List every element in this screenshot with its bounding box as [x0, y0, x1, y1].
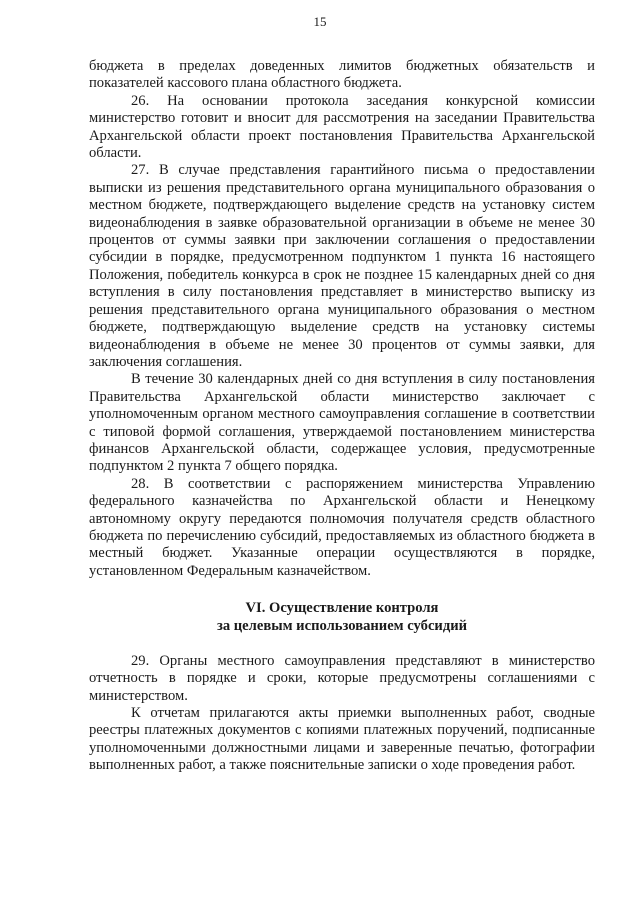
paragraph-26: 26. На основании протокола заседания конкурсной комиссии министерство готовит и вносит для рассмотрения на заседании Правительства Архангельской области проект постановления Правительства Архангельской области. [89, 92, 595, 162]
section-heading-line-2: за целевым использованием субсидий [216, 617, 468, 634]
section-heading-line-1: VI. Осуществление контроля [245, 600, 439, 617]
paragraph-27: 27. В случае представления гарантийного письма о предоставлении выписки из решения представительного органа муниципального образования о местном бюджете, подтверждающего выделение средств на установку систем видеонаблюдения в заявке образовательной организации в объеме не менее 30 процентов от суммы заявки при заключении соглашения о предоставлении субсидии в порядке, предусмотренном подпунктом 1 пункта 16 настоящего Положения, победитель конкурса в срок не позднее 15 календарных дней со дня вступления в силу постановления представляет в министерство выписку из решения представительного органа муниципального образования о местном бюджете, подтверждающую выделение средств на установку системы видеонаблюдения в объеме не менее 30 процентов от суммы заявки, для заключения соглашения. [89, 162, 595, 370]
document-body [89, 58, 595, 775]
section-heading [89, 600, 595, 636]
page-number: 15 [313, 14, 327, 29]
paragraph-budget-limits: бюджета в пределах доведенных лимитов бюджетных обязательств и показателей кассового плана областного бюджета. [89, 58, 595, 92]
paragraph-27-agreement: В течение 30 календарных дней со дня вступления в силу постановления Правительства Архангельской области министерство заключает с уполномоченным органом местного самоуправления соглашение в соответствии с типовой формой соглашения, утверждаемой постановлением министерства финансов Архангельской области, содержащее условия, предусмотренные подпунктом 2 пункта 7 общего порядка. [89, 371, 595, 475]
paragraph-29-reports: К отчетам прилагаются акты приемки выполненных работ, сводные реестры платежных документов с копиями платежных поручений, подписанные уполномоченными должностными лицами и заверенные печатью, фотографии выполненных работ, а также пояснительные записки о ходе проведения работ. [89, 705, 595, 774]
paragraph-28: 28. В соответствии с распоряжением министерства Управлению федерального казначейства по Архангельской области и Ненецкому автономному округу передаются полномочия получателя средств областного бюджета по перечислению субсидий, предоставляемых из областного бюджета в местный бюджет. Указанные операции осуществляются в порядке, установленном Федеральным казначейством. [89, 475, 595, 579]
paragraph-29: 29. Органы местного самоуправления представляют в министерство отчетность в порядке и сроки, которые предусмотрены соглашениями с министерством. [89, 652, 595, 704]
